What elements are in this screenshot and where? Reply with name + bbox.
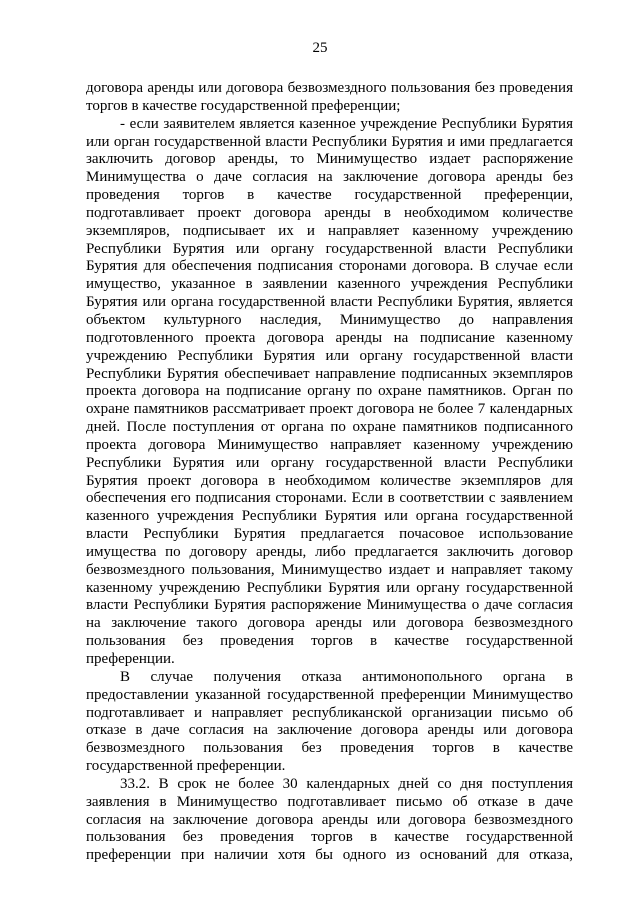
text-line: казенного учреждения Республики Бурятия или органа государственной — [86, 508, 573, 525]
text-line: имущества по договору аренды, либо предлагается заключить договор — [86, 543, 573, 560]
text-line: проведения торгов в качестве государственной преференции, — [86, 187, 573, 204]
text-line: экземпляров, подписывает их и направляет казенному учреждению — [86, 222, 573, 239]
text-line: охране памятников рассматривает проект договора не более 7 календарных — [86, 401, 573, 418]
text-line: преференции при наличии хотя бы одного из оснований для отказа, — [86, 847, 573, 864]
text-line: заключить договор аренды, то Минимущество издает распоряжение — [86, 151, 573, 168]
text-line: согласия на заключение договора аренды или договора безвозмездного — [86, 811, 573, 828]
text-line: предоставлении указанной государственной преференции Минимущество — [86, 686, 573, 703]
text-line: Республики Бурятия или органу государственной власти Республики — [86, 240, 573, 257]
text-line: подготавливает проект договора аренды в необходимом количестве — [86, 204, 573, 221]
text-line: подготавливает и направляет республиканской организации письмо об — [86, 704, 573, 721]
text-line: В случае получения отказа антимонопольного органа в — [120, 668, 573, 685]
text-line: отказе в даче согласия на заключение договора аренды или договора — [86, 722, 573, 739]
text-line: обеспечения его подписания сторонами. Если в соответствии с заявлением — [86, 490, 573, 507]
text-line: имущество, указанное в заявлении казенного учреждения Республики — [86, 276, 573, 293]
text-line: казенному учреждению Республики Бурятия или органу государственной — [86, 579, 573, 596]
text-line: Республики Бурятия обеспечивает направление подписанных экземпляров — [86, 365, 573, 382]
text-line: преференции. — [86, 651, 175, 667]
page-number: 25 — [312, 40, 328, 56]
text-line: Республики Бурятия или органу государственной власти Республики — [86, 454, 573, 471]
text-line: учреждению Республики Бурятия или органу государственной власти — [86, 347, 573, 364]
text-line: власти Республики Бурятия распоряжение Минимущества о даче согласия — [86, 597, 573, 614]
text-line: на заключение такого договора аренды или договора безвозмездного — [86, 615, 573, 632]
document-body — [86, 80, 573, 865]
text-line: проекта договора Минимущество направляет казенному учреждению — [86, 436, 573, 453]
text-line: власти Республики Бурятия предлагается почасовое использование — [86, 526, 573, 543]
text-line: заявления в Минимущество подготавливает письмо об отказе в даче — [86, 793, 573, 810]
text-line: Бурятия проект договора в необходимом количестве экземпляров для — [86, 472, 573, 489]
text-line: торгов в качестве государственной преференции; — [86, 97, 401, 114]
text-line: 33.2. В срок не более 30 календарных дней со дня поступления — [120, 775, 573, 792]
text-line: безвозмездного пользования без проведения торгов в качестве — [86, 740, 573, 757]
text-line: государственной преференции. — [86, 758, 286, 775]
text-line: Минимущества о даче согласия на заключение договора аренды без — [86, 169, 573, 186]
text-line: дней. После поступления от органа по охране памятников подписанного — [86, 419, 573, 436]
text-line: подготовленного проекта договора аренды на подписание казенному — [86, 329, 573, 346]
text-line: проекта договора на подписание органу по охране памятников. Орган по — [86, 383, 573, 400]
text-line: или орган государственной власти Республики Бурятия и ими предлагается — [86, 133, 573, 150]
text-line: объектом культурного наследия, Минимущество до направления — [86, 311, 573, 328]
text-line: безвозмездного пользования, Минимущество издает и направляет такому — [86, 561, 573, 578]
text-line: Бурятия или органа государственной власти Республики Бурятия, является — [86, 294, 573, 311]
text-line: пользования без проведения торгов в качестве государственной — [86, 633, 573, 650]
text-line: - если заявителем является казенное учреждение Республики Бурятия — [120, 115, 573, 132]
text-line: договора аренды или договора безвозмездного пользования без проведения — [86, 80, 573, 96]
text-line: пользования без проведения торгов в качестве государственной — [86, 829, 573, 846]
text-line: Бурятия для обеспечения подписания сторонами договора. В случае если — [86, 258, 573, 275]
